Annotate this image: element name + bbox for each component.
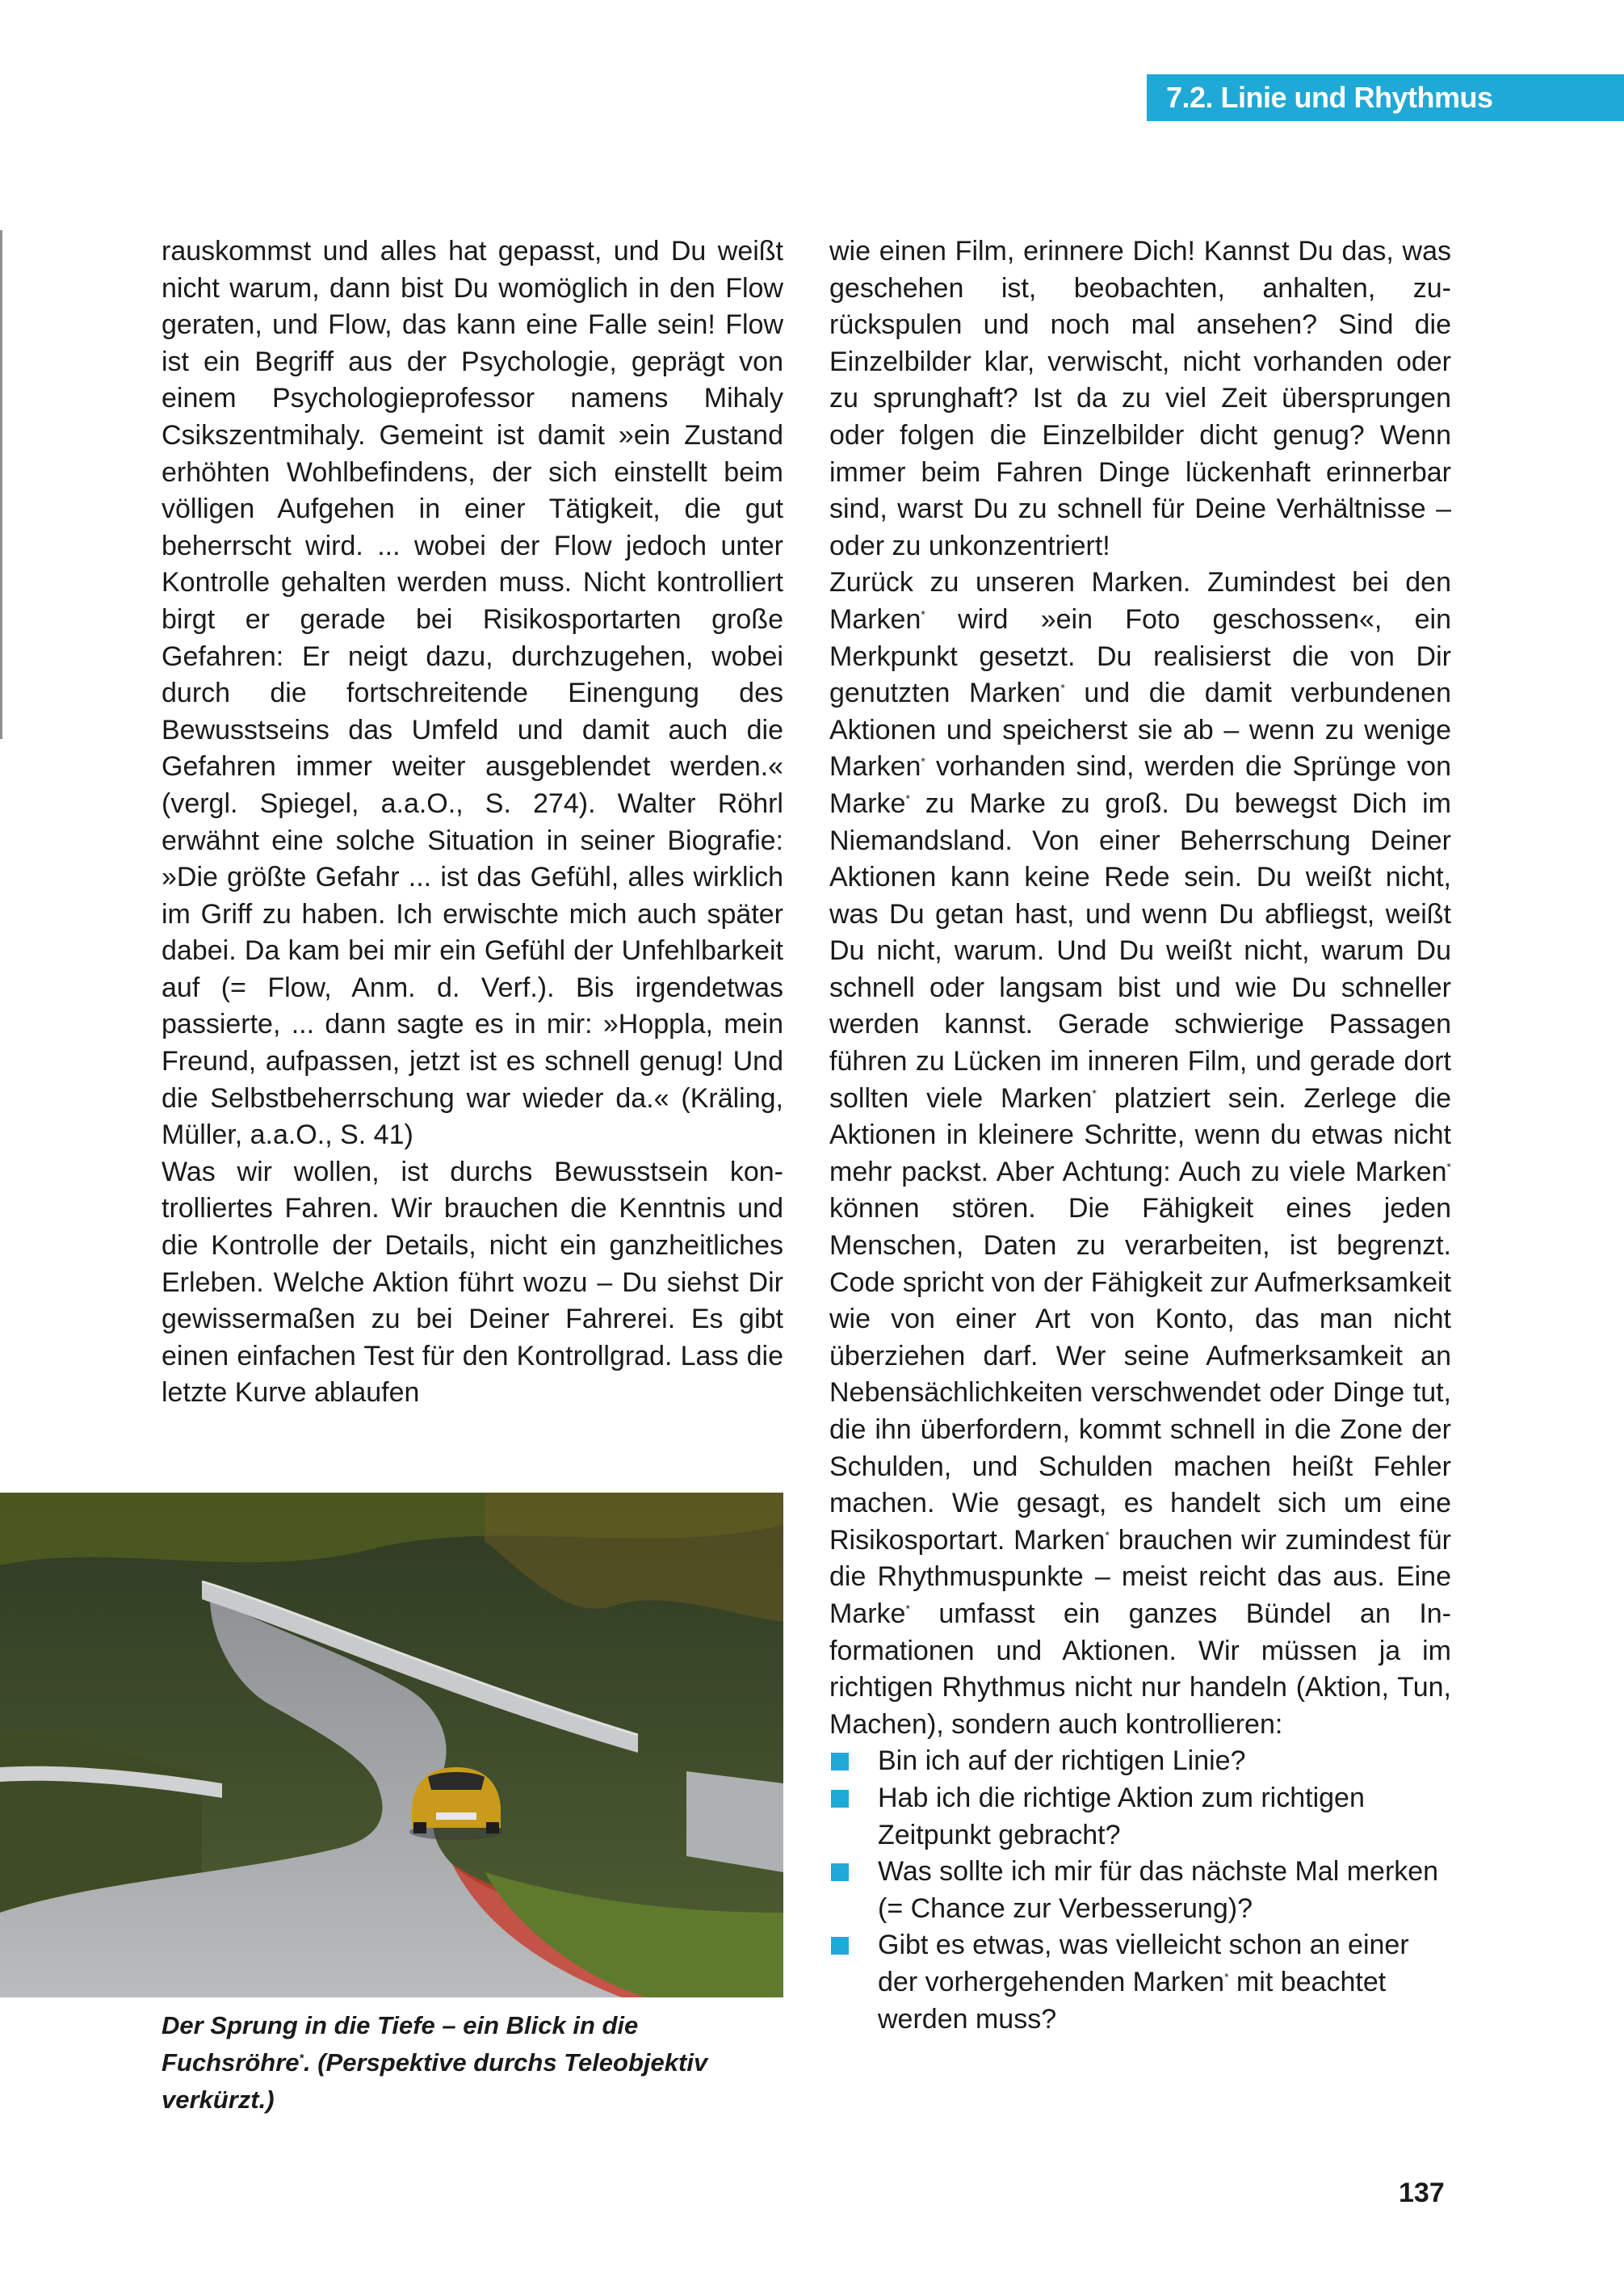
- list-item-text: mit beachtet werden muss?: [878, 1966, 1387, 2035]
- checklist: [829, 1743, 1451, 2038]
- footnote-marker: *: [1092, 1086, 1097, 1100]
- photo-caption: [162, 2007, 783, 2119]
- list-item-text: Bin ich auf der richtigen Linie?: [878, 1745, 1246, 1777]
- list-item: [829, 1743, 1451, 1780]
- list-item: [829, 1780, 1451, 1854]
- text-run: umfasst ein ganzes Bündel an Informationen und Aktionen. Wir müssen ja im richtigen Rhythmus nicht nur handeln (Aktion, Tun, Machen), sondern auch kontrollieren:: [829, 1598, 1451, 1740]
- section-header-tab: [1147, 74, 1624, 121]
- left-text-column: [162, 233, 783, 1412]
- list-item: [829, 1927, 1451, 2038]
- left-margin-rule: [0, 230, 2, 739]
- caption-text-start: Der Sprung in die Tiefe – ein Blick in die Fuchsröhre: [162, 2011, 639, 2077]
- text-run: platziert sein. Zerlege die Aktionen in kleinere Schritte, wenn du etwas nicht mehr packst. Aber Achtung: Auch zu viele Marken: [829, 1082, 1451, 1187]
- list-item-text: Gibt es etwas, was vielleicht schon an einer der vorhergehenden Marken: [878, 1930, 1409, 1997]
- list-item-text: Was sollte ich mir für das nächste Mal merken (= Chance zur Verbesserung)?: [878, 1856, 1439, 1924]
- text-run: zu Marke zu groß. Du bewegst Dich im Niemandsland. Von einer Beherrschung Deiner Aktionen kann keine Rede sein. Du weißt nicht, was Du getan hast, und wenn Du abfliegst, weißt Du nicht, warum. Und Du weißt nicht, warum Du schnell oder langsam bist und wie Du schneller werden kannst. Gerade schwierige Passagen führen zu Lücken im inneren Film, und gerade dort sollten viele Marken: [829, 788, 1451, 1114]
- footnote-marker: *: [299, 2051, 304, 2064]
- bullet-square-icon: [831, 1863, 849, 1881]
- footnote-marker: *: [921, 754, 925, 768]
- list-item-text: Hab ich die richtige Aktion zum richtigen Zeitpunkt gebracht?: [878, 1782, 1365, 1850]
- caption-text-end: . (Perspektive durchs Teleobjektiv verkürzt.): [162, 2048, 708, 2114]
- footnote-marker: *: [1446, 1160, 1451, 1174]
- bullet-square-icon: [831, 1753, 849, 1770]
- racetrack-photo: [0, 1493, 783, 1997]
- footnote-marker: *: [1224, 1970, 1229, 1984]
- left-paragraph-1: rauskommst und alles hat gepasst, und Du weißt nicht warum, dann bist Du womöglich in den Flow geraten, und Flow, das kann eine Falle sein! Flow ist ein Begriff aus der Psychologie, geprägt von einem Psychologieprofessor namens Mihaly Csikszentmihaly. Gemeint ist damit »ein Zustand erhöhten Wohlbefindens, der sich einstellt beim völligen Aufgehen in einer Tätigkeit, die gut beherrscht wird. ... wobei der Flow jedoch unter Kontrolle gehalten werden muss. Nicht kontrolliert birgt er gerade bei Risikosportarten große Gefahren: Er neigt dazu, durchzugehen, wobei durch die fortschreitende Einengung des Bewusstseins das Umfeld und damit auch die Gefahren immer weiter ausgeblendet werden.« (vergl. Spiegel, a.a.O., S. 274). Walter Röhrl erwähnt eine solche Situation in seiner Biografie: »Die größte Gefahr ... ist das Gefühl, alles wirklich im Griff zu haben. Ich erwischte mich auch später dabei. Da kam bei mir ein Gefühl der Unfehlbarkeit auf (= Flow, Anm. d. Verf.). Bis irgendetwas passierte, ... dann sagte es in mir: »Hoppla, mein Freund, aufpassen, jetzt ist es schnell genug! Und die Selbstbeherrschung war wieder da.« (Kräling, Müller, a.a.O., S. 41): [162, 236, 783, 1151]
- text-run: wird »ein Foto geschossen«, ein Merkpunkt gesetzt. Du realisierst die von Dir genutzten Marken: [829, 603, 1451, 709]
- text-run: brauchen wir zumindest für die Rhythmuspunkte – meist reicht das aus. Eine Marke: [829, 1524, 1451, 1629]
- list-item: [829, 1854, 1451, 1927]
- text-run: können stören. Die Fähigkeit eines jeden Menschen, Daten zu verarbeiten, ist begrenzt. Code spricht von der Fähigkeit zur Aufmerksamkeit wie von einer Art von Konto, das man nicht überziehen darf. Wer seine Aufmerksamkeit an Nebensächlichkeiten verschwendet oder Dinge tut, die ihn überfordern, kommt schnell in die Zone der Schulden, und Schulden machen heißt Fehler machen. Wie gesagt, es handelt sich um eine Risikosportart. Marken: [829, 1193, 1451, 1556]
- right-text-column: [829, 233, 1451, 2038]
- text-run: vorhanden sind, werden die Sprünge von Marke: [829, 751, 1451, 819]
- right-paragraph-1: wie einen Film, erinnere Dich! Kannst Du das, was geschehen ist, beobachten, anhalten, zurückspulen und noch mal ansehen? Sind die Einzelbilder klar, verwischt, nicht vorhanden oder zu sprunghaft? Ist da zu viel Zeit übersprungen oder folgen die Einzelbilder dicht genug? Wenn immer beim Fahren Dinge lückenhaft erinnerbar sind, warst Du zu schnell für Deine Verhältnisse – oder zu unkonzentriert!: [829, 236, 1451, 561]
- racetrack-photo-drawing: [0, 1493, 783, 1997]
- right-paragraph-2: [829, 565, 1451, 1743]
- section-title: 7.2. Linie und Rhythmus: [1166, 81, 1493, 114]
- footnote-marker: *: [921, 607, 925, 621]
- bullet-square-icon: [831, 1790, 849, 1808]
- text-run: Zurück zu unseren Marken. Zumindest bei den Marken: [829, 567, 1451, 635]
- bullet-square-icon: [831, 1937, 849, 1955]
- footnote-marker: *: [1105, 1528, 1110, 1542]
- footnote-marker: *: [905, 792, 910, 805]
- footnote-marker: *: [1060, 681, 1065, 695]
- left-paragraph-2: Was wir wollen, ist durchs Bewusstsein kontrolliertes Fahren. Wir brauchen die Kenntnis und die Kontrolle der Details, nicht ein ganzheitliches Erleben. Welche Aktion führt wozu – Du siehst Dir gewissermaßen zu bei Deiner Fahrerei. Es gibt einen einfachen Test für den Kontrollgrad. Lass die letzte Kurve ablaufen: [162, 1156, 783, 1409]
- footnote-marker: *: [905, 1602, 910, 1615]
- text-run: und die damit verbundenen Aktionen und speicherst sie ab – wenn zu wenige Marken: [829, 678, 1452, 783]
- page-number: 137: [1399, 2178, 1445, 2208]
